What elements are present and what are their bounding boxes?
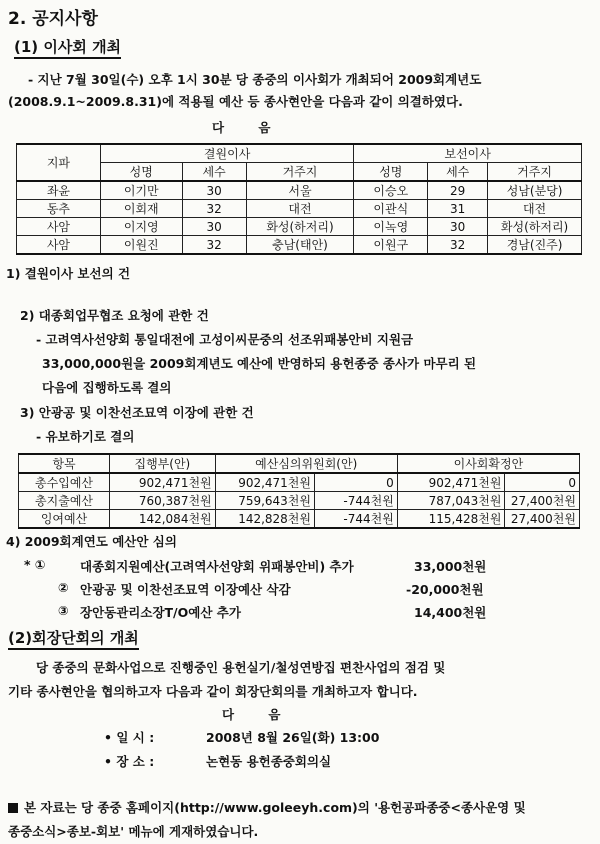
- cell: 902,471천원: [215, 473, 314, 492]
- budget-table: [18, 453, 580, 529]
- cell: 142,828천원: [215, 510, 314, 529]
- cell: 0: [505, 473, 580, 492]
- budget-text: 장안동관리소장T/O예산 추가: [80, 605, 241, 620]
- item-3-line-1: - 유보하기로 결의: [36, 429, 135, 444]
- cell: 32: [182, 200, 246, 218]
- meeting-place-label: • 장 소 :: [104, 754, 155, 769]
- col-header: 성명: [354, 163, 428, 182]
- cell: 이승오: [354, 181, 428, 200]
- daum-heading-2: 다 음: [222, 707, 281, 722]
- cell: 이회재: [100, 200, 182, 218]
- cell: 32: [182, 236, 246, 255]
- item-2: 2) 대종회업무협조 요청에 관한 건: [20, 308, 209, 323]
- para2-line-1: 당 종중의 문화사업으로 진행중인 용헌실기/철성연방집 편찬사업의 점검 및: [36, 660, 446, 675]
- meeting-place-value: 논현동 용헌종중회의실: [206, 754, 332, 769]
- cell: 대전: [488, 200, 582, 218]
- cell: 이원진: [100, 236, 182, 255]
- item-3: 3) 안광공 및 이찬선조묘역 이장에 관한 건: [20, 405, 254, 420]
- table-row: [19, 510, 580, 529]
- col-header: 세수: [182, 163, 246, 182]
- col-header: 세수: [428, 163, 488, 182]
- footer-line-1: [8, 798, 526, 816]
- section-title: 2. 공지사항: [8, 9, 98, 29]
- cell: 32: [428, 236, 488, 255]
- cell: 이기만: [100, 181, 182, 200]
- square-bullet-icon: [8, 803, 18, 813]
- cell: 대전: [246, 200, 354, 218]
- cell: 이관식: [354, 200, 428, 218]
- cell: 이녹영: [354, 218, 428, 236]
- cell: 902,471천원: [397, 473, 505, 492]
- subsection-title-chairman-meeting: [8, 627, 139, 648]
- cell: 27,400천원: [505, 492, 580, 510]
- header-jipa: 지파: [17, 144, 101, 181]
- cell: 이지영: [100, 218, 182, 236]
- cell: 787,043천원: [397, 492, 505, 510]
- budget-amount: 33,000천원: [414, 559, 487, 574]
- table-row: [17, 236, 582, 255]
- footer-line-2: 종중소식>종보-회보' 메뉴에 게재하였습니다.: [8, 824, 259, 839]
- cell: 충남(태안): [246, 236, 354, 255]
- cell: 31: [428, 200, 488, 218]
- cell: 서울: [246, 181, 354, 200]
- budget-mark: * ①: [24, 557, 46, 572]
- cell: 잉여예산: [19, 510, 110, 529]
- col-header: 거주지: [246, 163, 354, 182]
- daum-heading-1: 다 음: [212, 120, 271, 135]
- cell: 화성(하저리): [488, 218, 582, 236]
- cell: 30: [182, 218, 246, 236]
- header-vacant-directors: 결원이사: [100, 144, 354, 163]
- item-2-line-1: - 고려역사선양회 통일대전에 고성이씨문중의 선조위패봉안비 지원금: [36, 332, 414, 347]
- cell: 0: [315, 473, 398, 492]
- budget-mark: ②: [58, 580, 69, 595]
- cell: 사암: [17, 218, 101, 236]
- table-row: [19, 473, 580, 492]
- cell: 760,387천원: [110, 492, 216, 510]
- cell: 30: [182, 181, 246, 200]
- col-header: 거주지: [488, 163, 582, 182]
- col-header: 성명: [100, 163, 182, 182]
- cell: 동추: [17, 200, 101, 218]
- para2-line-2: 기타 종사현안을 협의하고자 다음과 같이 회장단회의를 개최하고자 합니다.: [8, 684, 418, 699]
- cell: -744천원: [315, 510, 398, 529]
- col-header: 이사회확정안: [397, 454, 579, 473]
- cell: 902,471천원: [110, 473, 216, 492]
- cell: 화성(하저리): [246, 218, 354, 236]
- cell: 115,428천원: [397, 510, 505, 529]
- col-header: 항목: [19, 454, 110, 473]
- meeting-date-label: • 일 시 :: [104, 730, 155, 745]
- cell: 759,643천원: [215, 492, 314, 510]
- col-header: 예산심의위원회(안): [215, 454, 397, 473]
- cell: 30: [428, 218, 488, 236]
- cell: 이원구: [354, 236, 428, 255]
- subsection-title-text: (1) 이사회 개최: [14, 38, 121, 59]
- budget-text: 대종회지원예산(고려역사선양회 위패봉안비) 추가: [80, 559, 354, 574]
- cell: 27,400천원: [505, 510, 580, 529]
- cell: 142,084천원: [110, 510, 216, 529]
- col-header: 집행부(안): [110, 454, 216, 473]
- subsection-title-text: (2)회장단회의 개최: [8, 629, 139, 650]
- item-1: 1) 결원이사 보선의 건: [6, 266, 131, 281]
- table-row: [17, 218, 582, 236]
- intro-line-2: (2008.9.1~2009.8.31)에 적용될 예산 등 종사현안을 다음과 같이 의결하였다.: [8, 94, 463, 109]
- header-elected-directors: 보선이사: [354, 144, 582, 163]
- table-row: [19, 492, 580, 510]
- budget-amount: -20,000천원: [406, 582, 484, 597]
- budget-mark: ③: [58, 603, 69, 618]
- intro-line-1: - 지난 7월 30일(수) 오후 1시 30분 당 종중의 이사회가 개최되어 2009회계년도: [28, 72, 482, 87]
- cell: 사암: [17, 236, 101, 255]
- item-4: 4) 2009회계연도 예산안 심의: [6, 534, 177, 549]
- cell: 경남(진주): [488, 236, 582, 255]
- board-member-table: [16, 143, 582, 255]
- cell: 총수입예산: [19, 473, 110, 492]
- item-2-line-2: 33,000,000원을 2009회계년도 예산에 반영하되 용헌종중 종사가 마무리 된: [42, 356, 477, 371]
- cell: 성남(분당): [488, 181, 582, 200]
- meeting-date-value: 2008년 8월 26일(화) 13:00: [206, 730, 380, 745]
- subsection-title-board-meeting: [14, 36, 121, 57]
- cell: 29: [428, 181, 488, 200]
- table-row: [17, 200, 582, 218]
- footer-text-1: 본 자료는 당 종중 홈페이지(http://www.goleeyh.com)의 '용헌공파종중<종사운영 및: [24, 800, 526, 815]
- table-row: [17, 181, 582, 200]
- budget-amount: 14,400천원: [414, 605, 487, 620]
- item-2-line-3: 다음에 집행하도록 결의: [42, 380, 172, 395]
- budget-text: 안광공 및 이찬선조묘역 이장예산 삭감: [80, 582, 291, 597]
- cell: 좌윤: [17, 181, 101, 200]
- cell: -744천원: [315, 492, 398, 510]
- cell: 총지출예산: [19, 492, 110, 510]
